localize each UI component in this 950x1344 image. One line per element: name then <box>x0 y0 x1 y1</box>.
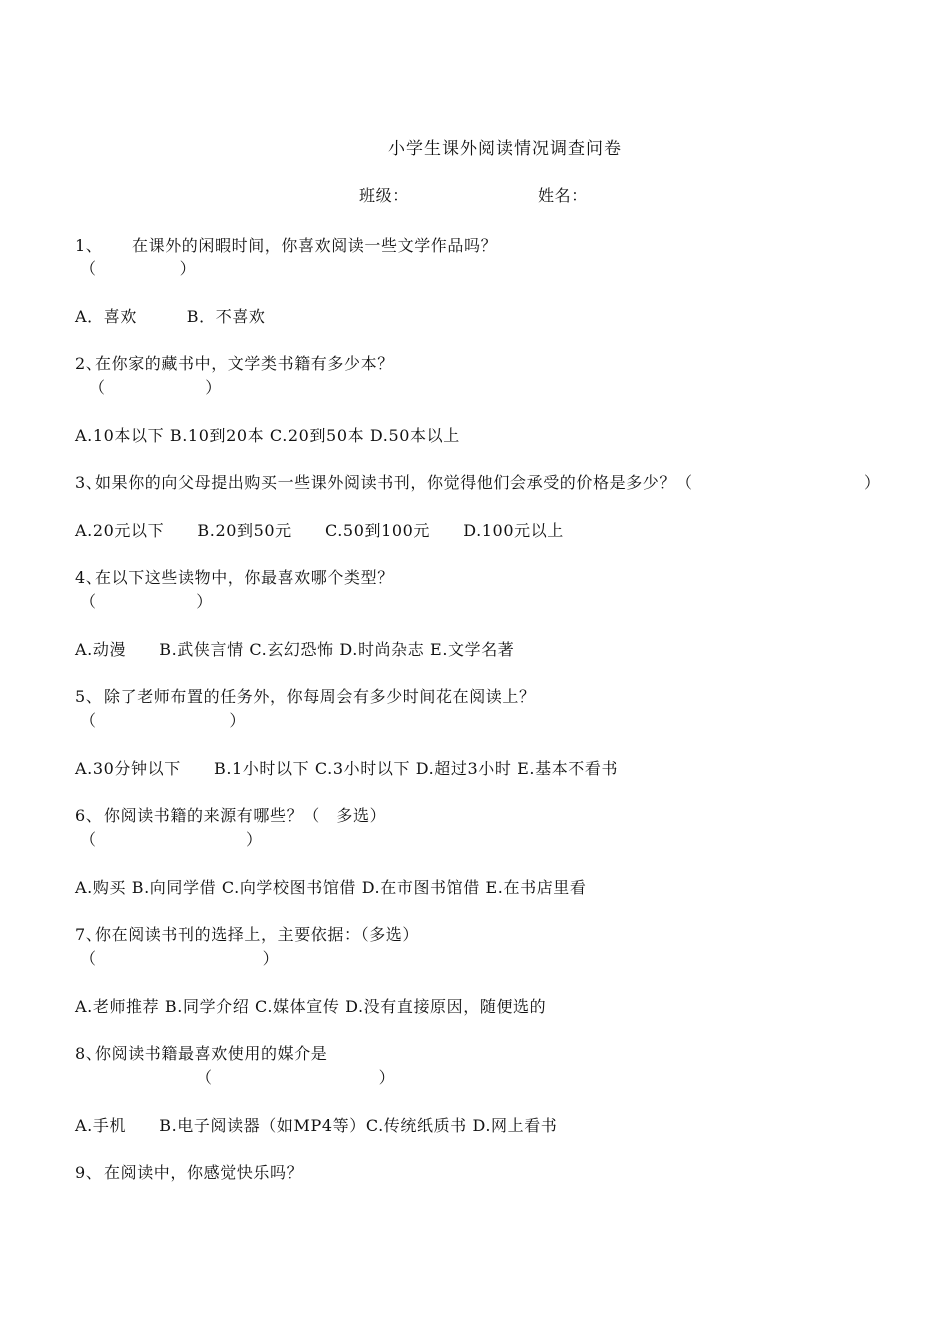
question-1-answer-blank: （ ） <box>80 259 197 278</box>
question-7-text: 你在阅读书刊的选择上，主要依据：（多选） <box>95 925 420 944</box>
question-3-number: 3、 <box>75 473 103 492</box>
question-5-text: 除了老师布置的任务外，你每周会有多少时间花在阅读上？ <box>104 687 536 706</box>
question-2-number: 2、 <box>75 354 103 373</box>
question-6-answer-blank: （ ） <box>80 830 263 849</box>
question-9-number: 9、 <box>75 1163 103 1182</box>
page-title: 小学生课外阅读情况调查问卷 <box>388 139 622 159</box>
question-4-number: 4、 <box>75 568 103 587</box>
name-label: 姓名： <box>538 186 588 205</box>
question-3-text: 如果你的向父母提出购买一些课外阅读书刊，你觉得他们会承受的价格是多少？（ <box>95 473 693 492</box>
question-3-blank-close: ） <box>864 473 881 492</box>
question-7-answer-blank: （ ） <box>80 949 280 968</box>
class-label: 班级： <box>359 186 409 205</box>
question-2-options: A.10本以下 B.10到20本 C.20到50本 D.50本以上 <box>75 426 460 445</box>
question-8-number: 8、 <box>75 1044 103 1063</box>
question-5-answer-blank: （ ） <box>80 711 247 730</box>
question-1-number: 1、 <box>75 236 103 255</box>
question-4-options: A.动漫 B.武侠言情 C.玄幻恐怖 D.时尚杂志 E.文学名著 <box>75 640 515 659</box>
question-7-number: 7、 <box>75 925 103 944</box>
question-9-text: 在阅读中，你感觉快乐吗？ <box>104 1163 304 1182</box>
question-6-text: 你阅读书籍的来源有哪些？（ 多选） <box>104 806 387 825</box>
question-6-options: A.购买 B.向同学借 C.向学校图书馆借 D.在市图书馆借 E.在书店里看 <box>75 878 587 897</box>
question-6-number: 6、 <box>75 806 103 825</box>
question-7-options: A.老师推荐 B.同学介绍 C.媒体宣传 D.没有直接原因，随便选的 <box>75 997 547 1016</box>
question-3-options: A.20元以下 B.20到50元 C.50到100元 D.100元以上 <box>75 521 564 540</box>
question-4-text: 在以下这些读物中，你最喜欢哪个类型？ <box>95 568 394 587</box>
question-5-options: A.30分钟以下 B.1小时以下 C.3小时以下 D.超过3小时 E.基本不看书 <box>75 759 619 778</box>
question-8-answer-blank: （ ） <box>196 1068 396 1087</box>
question-1-options: A．喜欢 B．不喜欢 <box>75 307 266 326</box>
question-2-text: 在你家的藏书中，文学类书籍有多少本？ <box>95 354 394 373</box>
question-1-text: 在课外的闲暇时间，你喜欢阅读一些文学作品吗？ <box>132 236 498 255</box>
question-4-answer-blank: （ ） <box>80 592 213 611</box>
question-8-text: 你阅读书籍最喜欢使用的媒介是 <box>95 1044 328 1063</box>
question-8-options: A.手机 B.电子阅读器（如MP4等）C.传统纸质书 D.网上看书 <box>75 1116 558 1135</box>
question-5-number: 5、 <box>75 687 103 706</box>
question-2-answer-blank: （ ） <box>89 378 222 397</box>
